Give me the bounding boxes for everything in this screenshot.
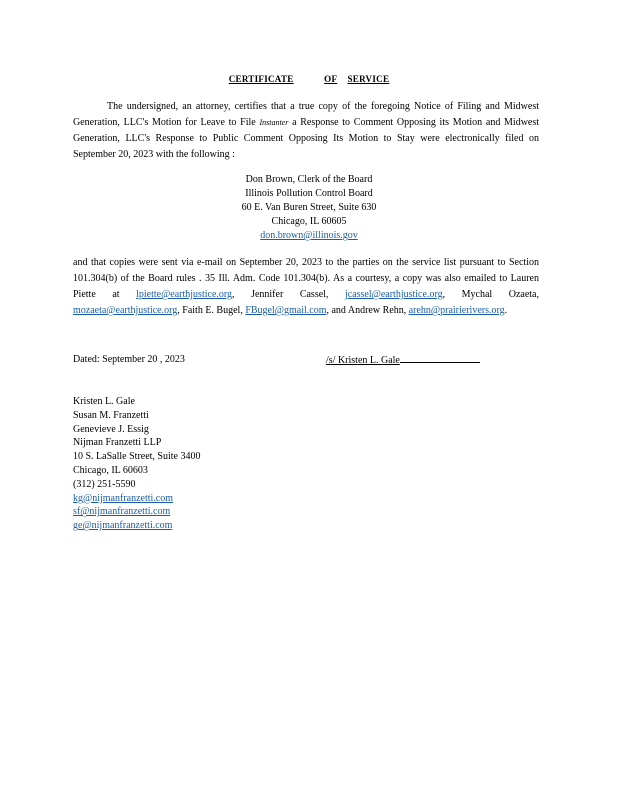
counsel-name-3: Genevieve J. Essig <box>73 423 149 435</box>
service-text-a: and that copies were sent via e-mail on September 20, 2023 to the parties on the service list pursuant to Section 101.304(b) of the Board rules . 35 Ill. Adm. Code 101.304(b). As a courtesy, a copy was also emailed to Lauren Piette at <box>73 257 539 300</box>
instanter-term: Instanter <box>259 118 289 127</box>
email-link-arehn[interactable]: arehn@prairierivers.org <box>408 305 505 316</box>
counsel-block <box>73 395 201 533</box>
recipient-line-4: Chicago, IL 60605 <box>271 216 347 227</box>
service-paragraph <box>73 255 539 319</box>
title-word-of: OF <box>324 74 338 84</box>
firm-city: Chicago, IL 60603 <box>73 464 148 476</box>
title-word-certificate: CERTIFICATE <box>228 74 294 84</box>
counsel-name-1: Kristen L. Gale <box>73 396 135 407</box>
email-link-fbugel[interactable]: FBugel@gmail.com <box>245 305 327 316</box>
counsel-name-2: Susan M. Franzetti <box>73 409 149 421</box>
recipient-line-3: 60 E. Van Buren Street, Suite 630 <box>241 202 377 213</box>
signature-text: /s/ Kristen L. Gale <box>326 355 400 366</box>
recipient-line-1: Don Brown, Clerk of the Board <box>245 174 373 185</box>
counsel-email-sf[interactable]: sf@nijmanfranzetti.com <box>73 506 171 518</box>
service-text-c: , Mychal Ozaeta, <box>442 289 539 300</box>
firm-name: Nijman Franzetti LLP <box>73 437 162 449</box>
recipient-address-block <box>0 173 618 243</box>
recipient-email-link[interactable]: don.brown@illinois.gov <box>260 230 358 241</box>
email-link-jcassel[interactable]: jcassel@earthjustice.org <box>344 289 443 300</box>
page-title <box>0 74 618 84</box>
counsel-email-kg[interactable]: kg@nijmanfranzetti.com <box>73 492 174 504</box>
email-link-mozaeta[interactable]: mozaeta@earthjustice.org <box>73 305 178 316</box>
service-text-d: , Faith E. Bugel, <box>177 305 243 316</box>
service-text-b: , Jennifer Cassel, <box>232 289 329 300</box>
email-link-lpiette[interactable]: lpiette@earthjustice.org <box>136 289 233 300</box>
signature-block <box>326 353 480 368</box>
certification-text-b: a Response to Comment Opposing its Motion and Midwest Generation, LLC's Response to Public Comment Opposing Its Motion to Stay were electronically filed on September 20, 2023 with the following : <box>73 117 540 160</box>
title-word-service: SERVICE <box>347 74 390 84</box>
dated-line: Dated: September 20 , 2023 <box>73 354 185 365</box>
recipient-line-2: Illinois Pollution Control Board <box>245 188 373 199</box>
firm-phone: (312) 251-5590 <box>73 478 136 490</box>
firm-street: 10 S. LaSalle Street, Suite 3400 <box>73 451 201 463</box>
signature-underline <box>400 353 480 363</box>
certification-paragraph <box>73 99 539 163</box>
counsel-email-ge[interactable]: ge@nijmanfranzetti.com <box>73 520 173 532</box>
service-text-e: , and Andrew Rehn, <box>326 305 407 316</box>
service-text-f: . <box>504 305 508 316</box>
certification-text-a: The undersigned, an attorney, certifies that a true copy of the foregoing Notice of Filing and Midwest Generation, LLC's Motion for Leave to File <box>73 101 539 128</box>
